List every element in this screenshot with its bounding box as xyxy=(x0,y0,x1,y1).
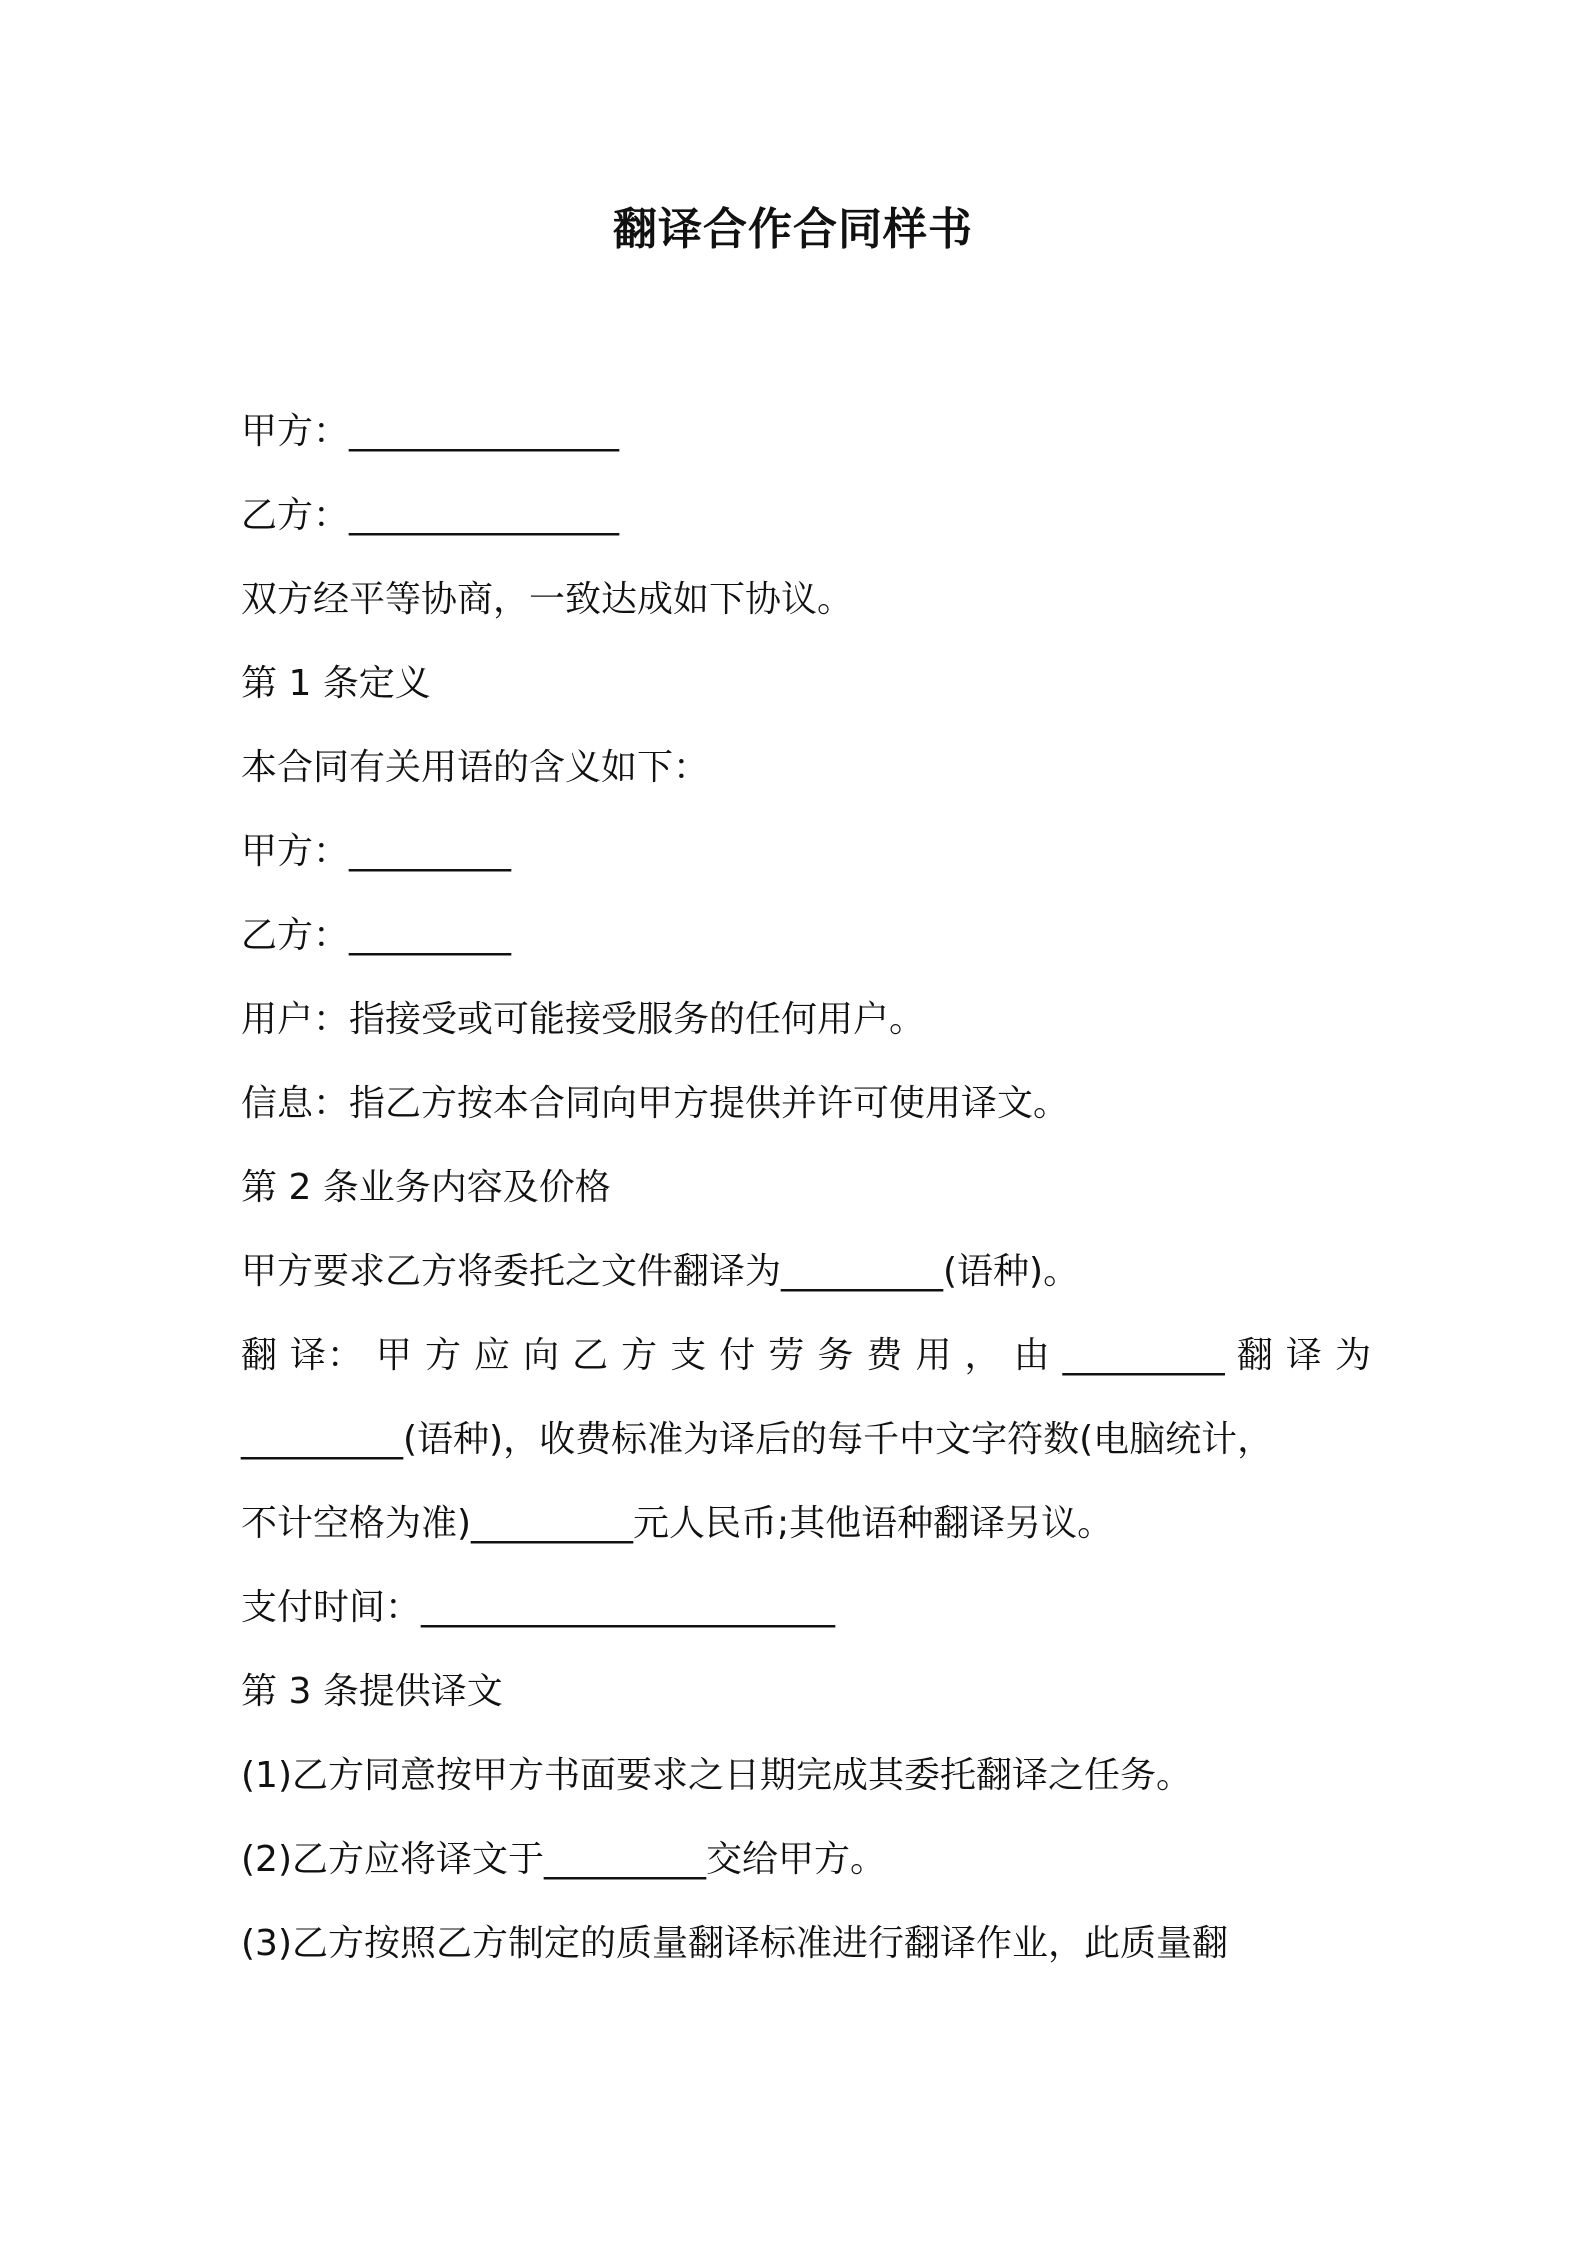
definition-information: 信息：指乙方按本合同向甲方提供并许可使用译文。 xyxy=(241,1083,1070,1124)
article-1-heading: 第 1 条定义 xyxy=(241,663,431,704)
party-a-line: 甲方：_______________ xyxy=(241,411,620,452)
translation-request: 甲方要求乙方将委托之文件翻译为_________(语种)。 xyxy=(241,1251,1080,1292)
payment-time: 支付时间：_______________________ xyxy=(241,1587,836,1628)
document-title: 翻译合作合同样书 xyxy=(613,204,973,255)
clause-3-1: (1)乙方同意按甲方书面要求之日期完成其委托翻译之任务。 xyxy=(241,1755,1192,1796)
agreement-intro: 双方经平等协商，一致达成如下协议。 xyxy=(241,579,854,620)
clause-3-3: (3)乙方按照乙方制定的质量翻译标准进行翻译作业，此质量翻 xyxy=(241,1923,1228,1964)
definition-user: 用户：指接受或可能接受服务的任何用户。 xyxy=(241,999,926,1040)
party-b-line: 乙方：_______________ xyxy=(241,495,620,536)
article-2-heading: 第 2 条业务内容及价格 xyxy=(241,1167,611,1208)
article-3-heading: 第 3 条提供译文 xyxy=(241,1671,503,1712)
clause-3-2: (2)乙方应将译文于_________交给甲方。 xyxy=(241,1839,886,1880)
definition-party-b: 乙方：_________ xyxy=(241,915,512,956)
translation-fee-line-2: _________(语种)，收费标准为译后的每千中文字符数(电脑统计， xyxy=(241,1419,1274,1460)
translation-fee-line-3: 不计空格为准)_________元人民币;其他语种翻译另议。 xyxy=(241,1503,1114,1544)
definition-party-a: 甲方：_________ xyxy=(241,831,512,872)
translation-fee-line-1: 翻 译： 甲 方 应 向 乙 方 支 付 劳 务 费 用 ， 由 _________ 翻 译 为 xyxy=(241,1335,1371,1376)
definitions-intro: 本合同有关用语的含义如下： xyxy=(241,747,710,788)
